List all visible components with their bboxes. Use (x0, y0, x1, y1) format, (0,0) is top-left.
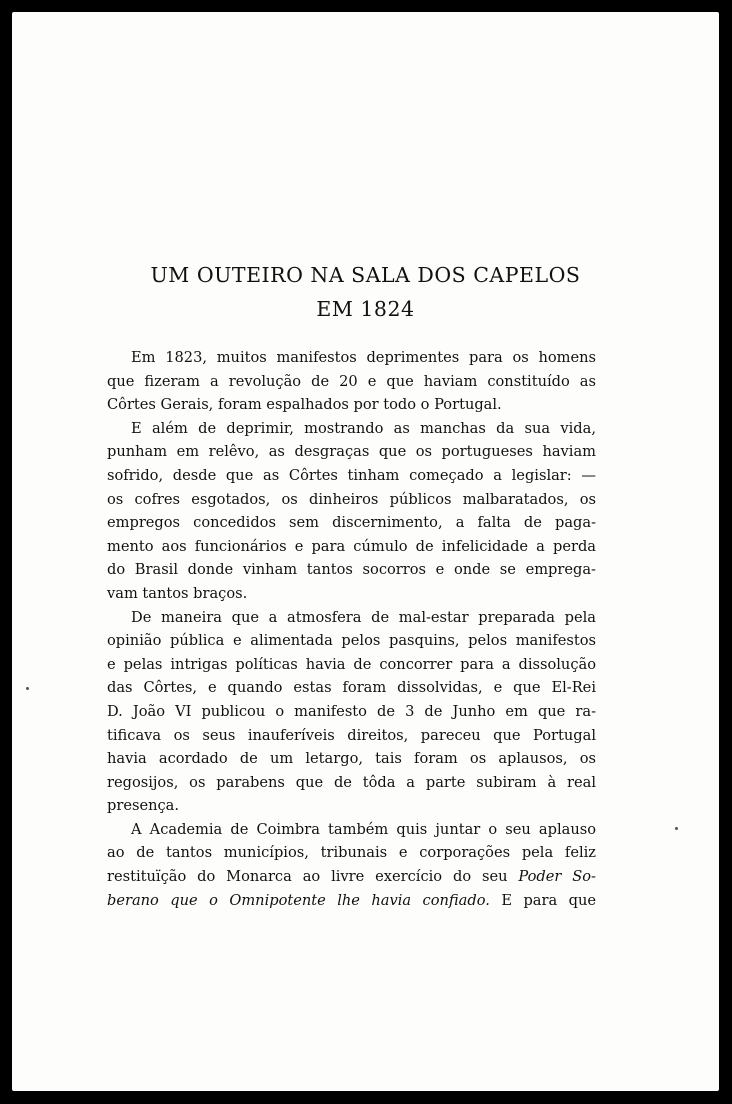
text-segment: restituïção do Monarca ao livre exercício do seu (107, 868, 519, 886)
text-line: sofrido, desde que as Côrtes tinham começado a legislar: — (107, 466, 596, 484)
text-line: regosijos, os parabens que de tôda a parte subiram à real (107, 773, 596, 791)
text-line: presença. (107, 797, 179, 815)
paper-speck (26, 687, 29, 690)
text-line: que fizeram a revolução de 20 e que haviam constituído as (107, 372, 596, 390)
paragraph-4 (107, 818, 596, 912)
chapter-title-year: EM 1824 (316, 297, 415, 321)
text-line: ao de tantos municípios, tribunais e corporações pela feliz (107, 844, 596, 862)
text-line: Em 1823, muitos manifestos deprimentes para os homens (131, 349, 596, 366)
text-line: punham em relêvo, as desgraças que os portugueses haviam (107, 443, 596, 461)
text-line: De maneira que a atmosfera de mal-estar preparada pela (131, 608, 596, 626)
paragraph-1 (107, 346, 596, 417)
body-text (107, 346, 596, 912)
text-line: E além de deprimir, mostrando as manchas da sua vida, (131, 419, 596, 437)
text-line: havia acordado de um letargo, tais foram os aplausos, os (107, 750, 596, 768)
text-line: Côrtes Gerais, foram espalhados por todo o Portugal. (107, 396, 502, 414)
paragraph-2 (107, 417, 596, 606)
text-segment: E para que (489, 891, 596, 909)
text-line: D. João VI publicou o manifesto de 3 de Junho em que ra- (107, 702, 596, 720)
text-line (107, 889, 596, 913)
book-page (12, 12, 719, 1091)
paragraph-3 (107, 606, 596, 818)
text-line: das Côrtes, e quando estas foram dissolvidas, e que El-Rei (107, 679, 596, 697)
text-line: A Academia de Coimbra também quis juntar o seu aplauso (131, 820, 596, 838)
text-line: do Brasil donde vinham tantos socorros e onde se emprega- (107, 561, 596, 579)
text-line: e pelas intrigas políticas havia de concorrer para a dissolução (107, 655, 596, 673)
text-line (107, 865, 596, 889)
text-line: mento aos funcionários e para cúmulo de infelicidade a perda (107, 537, 596, 555)
text-line: os cofres esgotados, os dinheiros públicos malbaratados, os (107, 490, 596, 508)
text-line: tificava os seus inauferíveis direitos, pareceu que Portugal (107, 726, 596, 744)
text-line: opinião pública e alimentada pelos pasquins, pelos manifestos (107, 632, 596, 650)
text-line: empregos concedidos sem discernimento, a falta de paga- (107, 514, 596, 532)
italic-text: berano que o Omnipotente lhe havia confiado. (107, 891, 490, 909)
text-line: vam tantos braços. (107, 584, 248, 602)
paper-speck (675, 827, 678, 830)
chapter-title: UM OUTEIRO NA SALA DOS CAPELOS (150, 263, 581, 287)
italic-text: Poder So- (518, 868, 596, 886)
